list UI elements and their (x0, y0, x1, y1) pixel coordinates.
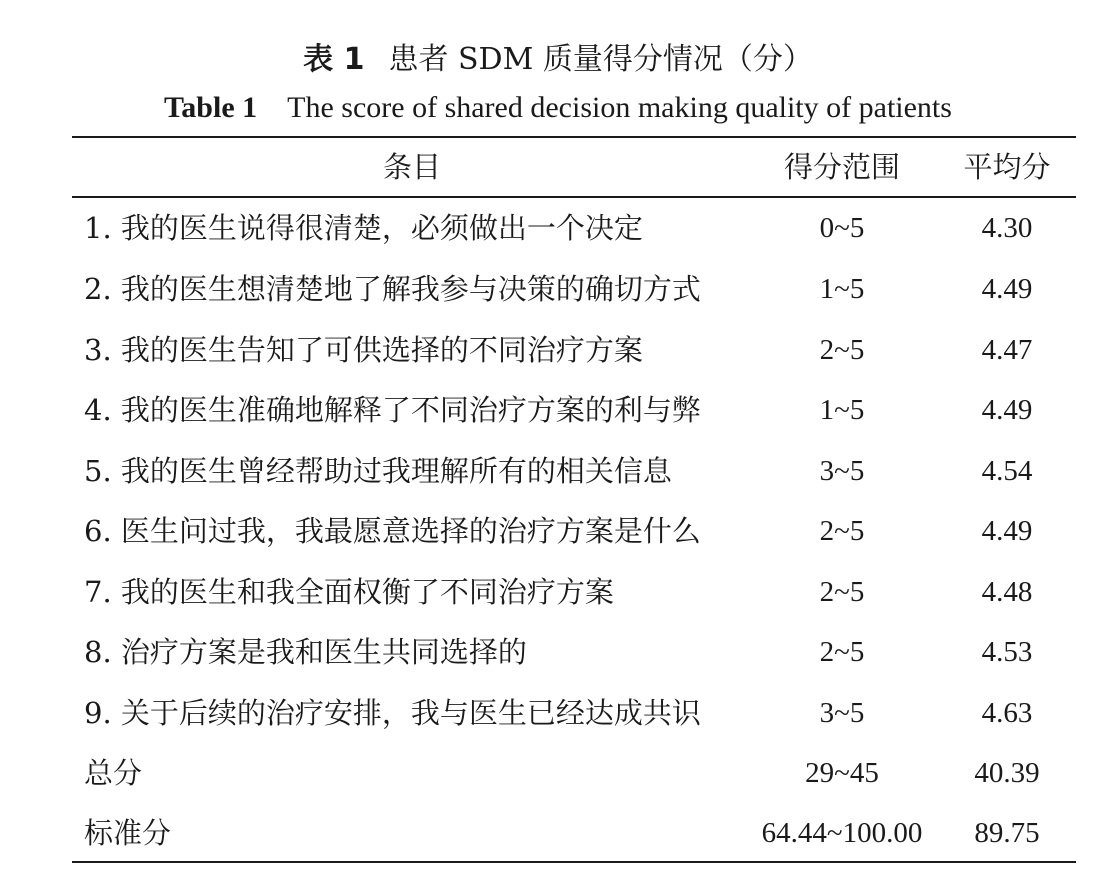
row-item: 6. 医生问过我，我最愿意选择的治疗方案是什么 (84, 514, 701, 548)
table-row (72, 501, 1076, 561)
row-item: 3. 我的医生告知了可供选择的不同治疗方案 (84, 333, 643, 367)
row-item: 8. 治疗方案是我和医生共同选择的 (84, 635, 527, 669)
row-range: 3~5 (819, 455, 865, 487)
table-header-row (72, 137, 1076, 197)
row-range: 1~5 (819, 273, 865, 305)
row-mean: 4.47 (981, 334, 1033, 366)
row-mean: 4.49 (981, 394, 1033, 426)
row-mean: 40.39 (974, 757, 1040, 789)
row-mean: 4.30 (981, 212, 1033, 244)
row-item: 2. 我的医生想清楚地了解我参与决策的确切方式 (84, 272, 701, 306)
row-item: 9. 关于后续的治疗安排，我与医生已经达成共识 (84, 696, 701, 730)
row-range: 2~5 (819, 515, 865, 547)
row-range: 64.44~100.00 (761, 817, 923, 849)
table-label-cn: 表 1 (303, 42, 365, 77)
table-row (72, 320, 1076, 380)
row-mean: 4.53 (981, 636, 1033, 668)
row-mean: 4.49 (981, 515, 1033, 547)
row-range: 2~5 (819, 636, 865, 668)
table-title-en: The score of shared decision making quality of patients (287, 91, 952, 124)
table-row (72, 683, 1076, 743)
table-row (72, 622, 1076, 682)
header-range: 得分范围 (783, 150, 900, 184)
table-caption-en (0, 88, 1116, 128)
row-range: 29~45 (805, 757, 879, 789)
row-item: 1. 我的医生说得很清楚，必须做出一个决定 (84, 211, 643, 245)
row-mean: 4.54 (981, 455, 1033, 487)
table-bottom-rule (72, 861, 1076, 863)
table-title-cn: 患者 SDM 质量得分情况（分） (388, 42, 813, 77)
table-caption-cn (0, 40, 1116, 80)
header-item: 条目 (382, 150, 441, 184)
row-range: 1~5 (819, 394, 865, 426)
table-row (72, 562, 1076, 622)
row-range: 2~5 (819, 576, 865, 608)
header-mean: 平均分 (963, 150, 1051, 184)
row-mean: 89.75 (974, 817, 1040, 849)
row-mean: 4.63 (981, 697, 1033, 729)
row-range: 3~5 (819, 697, 865, 729)
table-row (72, 198, 1076, 258)
row-item: 总分 (84, 756, 143, 790)
table-row-standard (72, 803, 1076, 863)
table-row (72, 441, 1076, 501)
row-range: 0~5 (819, 212, 865, 244)
table-label-en: Table 1 (164, 91, 258, 124)
table-row (72, 380, 1076, 440)
row-item: 7. 我的医生和我全面权衡了不同治疗方案 (84, 575, 614, 609)
table-row-total (72, 743, 1076, 803)
table-row (72, 259, 1076, 319)
row-item: 标准分 (84, 816, 172, 850)
row-item: 5. 我的医生曾经帮助过我理解所有的相关信息 (84, 454, 672, 488)
row-item: 4. 我的医生准确地解释了不同治疗方案的利与弊 (84, 393, 701, 427)
row-mean: 4.49 (981, 273, 1033, 305)
row-mean: 4.48 (981, 576, 1033, 608)
row-range: 2~5 (819, 334, 865, 366)
